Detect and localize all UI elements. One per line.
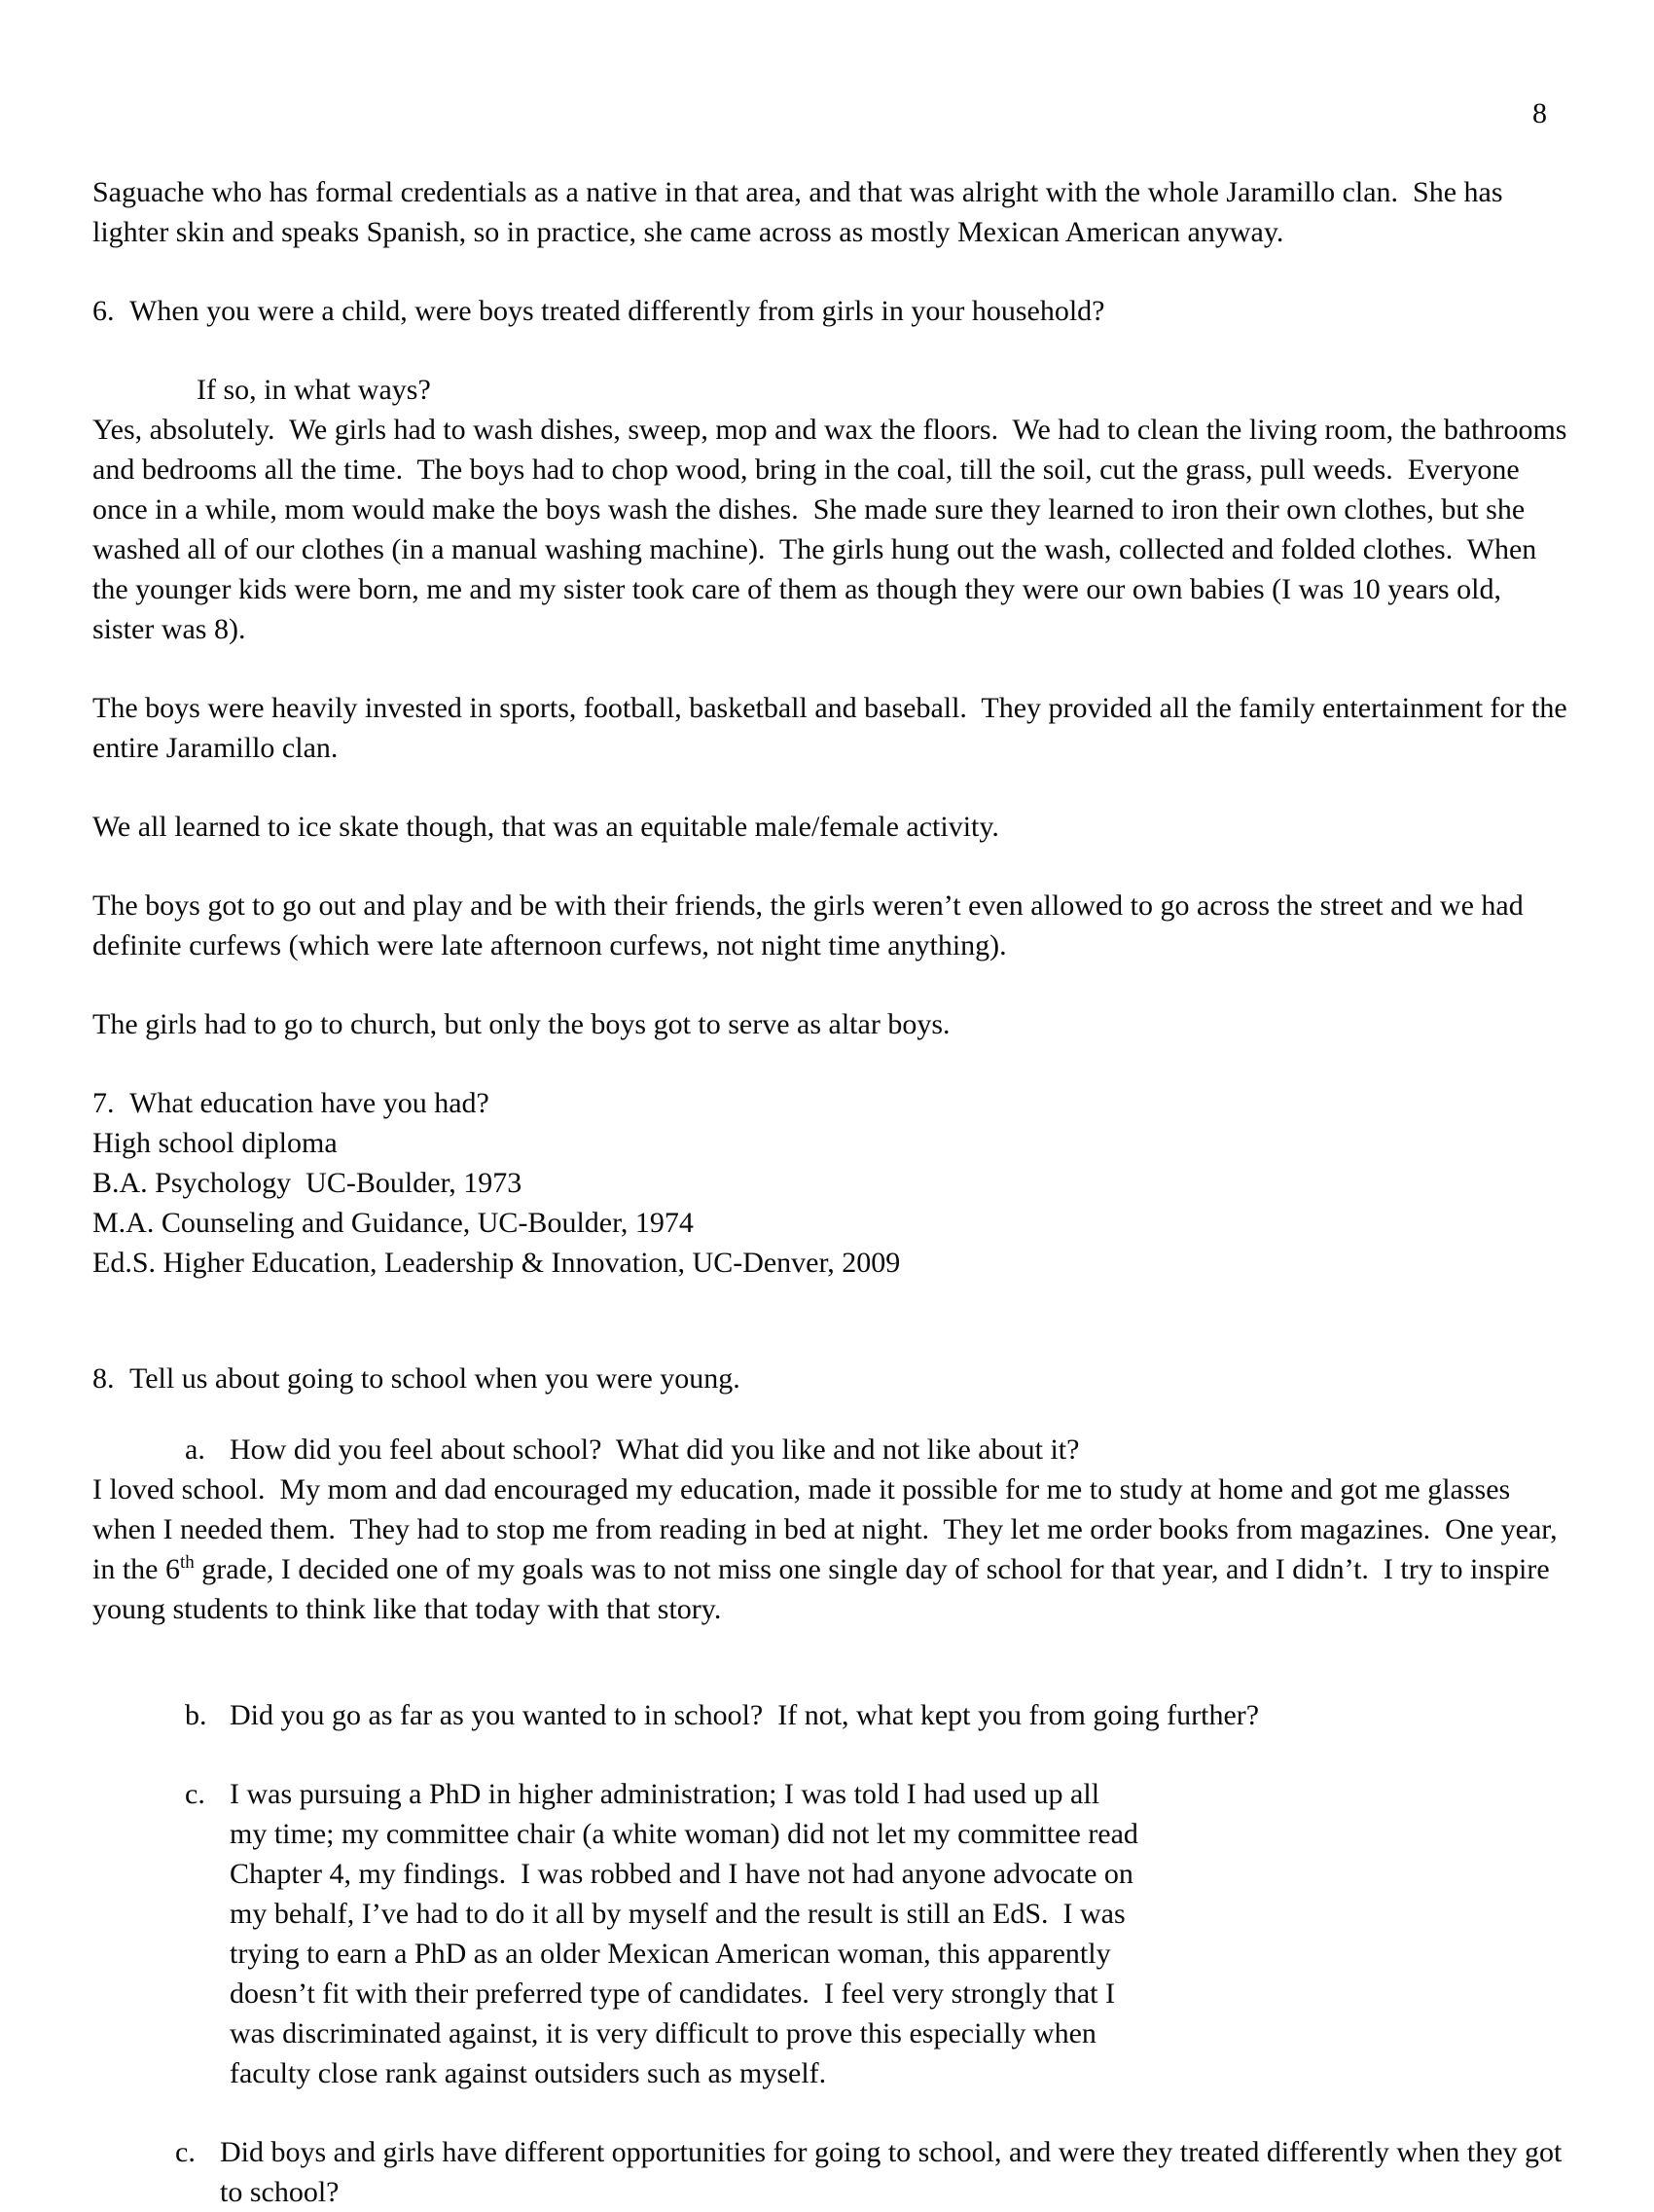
question-8c-text: Did boys and girls have different opportunities for going to school, and were they treated differently when they got to school? bbox=[220, 2136, 1569, 2208]
question-8c-opportunities bbox=[175, 2132, 1568, 2212]
answer-8a-pre: I loved school. My mom and dad encouraged my education, made it possible for me to study at home and got me glasses when I needed them. They had to stop me from reading in bed at night. They let me order books from magazines. One year, in the 6 bbox=[92, 1473, 1565, 1585]
intro-paragraph: Saguache who has formal credentials as a native in that area, and that was alright with the whole Jaramillo clan. She has lighter skin and speaks Spanish, so in practice, she came across as mostly Mexican American anyway. bbox=[92, 176, 1511, 248]
question-8a-letter: a. bbox=[185, 1433, 205, 1466]
education-line-eds: Ed.S. Higher Education, Leadership & Innovation, UC-Denver, 2009 bbox=[92, 1247, 901, 1279]
answer-8a-paragraph bbox=[92, 1469, 1568, 1629]
answer-paragraph-church: The girls had to go to church, but only the boys got to serve as altar boys. bbox=[92, 1008, 951, 1040]
question-8 bbox=[92, 1359, 1568, 1398]
question-6-number: 6. bbox=[92, 295, 115, 327]
page-number: 8 bbox=[1532, 97, 1547, 129]
question-6-text: When you were a child, were boys treated differently from girls in your household? bbox=[129, 295, 1105, 327]
question-8b-text: Did you go as far as you wanted to in school? If not, what kept you from going further? bbox=[230, 1699, 1260, 1731]
answer-paragraph-ice-skate: We all learned to ice skate though, that was an equitable male/female activity. bbox=[92, 811, 999, 843]
education-line-ma: M.A. Counseling and Guidance, UC-Boulder, 1974 bbox=[92, 1207, 694, 1239]
question-8a bbox=[185, 1430, 1568, 1469]
question-8c-letter: c. bbox=[175, 2136, 196, 2168]
education-line-high-school: High school diploma bbox=[92, 1127, 338, 1159]
question-6-followup: If so, in what ways? bbox=[197, 374, 431, 406]
question-8a-text: How did you feel about school? What did you like and not like about it? bbox=[230, 1433, 1080, 1466]
question-7-text: What education have you had? bbox=[129, 1087, 489, 1119]
answer-8c-phd bbox=[185, 1774, 1568, 2093]
question-8-text: Tell us about going to school when you were young. bbox=[129, 1362, 740, 1395]
answer-8c-letter: c. bbox=[185, 1778, 205, 1810]
question-8b bbox=[185, 1695, 1568, 1735]
answer-paragraph-curfews: The boys got to go out and play and be with their friends, the girls weren’t even allowed to go across the street and we had definite curfews (which were late afternoon curfews, not night time anything). bbox=[92, 889, 1531, 961]
question-8-number: 8. bbox=[92, 1362, 115, 1395]
question-7-number: 7. bbox=[92, 1087, 115, 1119]
education-line-ba: B.A. Psychology UC-Boulder, 1973 bbox=[92, 1167, 522, 1199]
question-7 bbox=[92, 1083, 1568, 1123]
question-8b-letter: b. bbox=[185, 1699, 207, 1731]
answer-paragraph-sports: The boys were heavily invested in sports, football, basketball and baseball. They provided all the family entertainment for the entire Jaramillo clan. bbox=[92, 692, 1575, 764]
answer-paragraph-chores: Yes, absolutely. We girls had to wash dishes, sweep, mop and wax the floors. We had to clean the living room, the bathrooms and bedrooms all the time. The boys had to chop wood, bring in the coal, till the soil, cut the grass, pull weeds. Everyone once in a while, mom would make the boys wash the dishes. She made sure they learned to iron their own clothes, but she washed all of our clothes (in a manual washing machine). The girls hung out the wash, collected and folded clothes. When the younger kids were born, me and my sister took care of them as though they were our own babies (I was 10 years old, sister was 8). bbox=[92, 414, 1574, 645]
ordinal-superscript: th bbox=[180, 1552, 195, 1573]
question-6 bbox=[92, 291, 1568, 331]
answer-8a-post: grade, I decided one of my goals was to not miss one single day of school for that year, and I didn’t. I try to inspire young students to think like that today with that story. bbox=[92, 1553, 1558, 1625]
answer-8c-text: I was pursuing a PhD in higher administration; I was told I had used up all my time; my committee chair (a white woman) did not let my committee read Chapter 4, my findings. I was robbed and I have not had anyone advocate on my behalf, I’ve had to do it all by myself and the result is still an EdS. I was trying to earn a PhD as an older Mexican American woman, this apparently doesn’t fit with their preferred type of candidates. I feel very strongly that I was discriminated against, it is very difficult to prove this especially when faculty close rank against outsiders such as myself. bbox=[230, 1778, 1146, 2089]
